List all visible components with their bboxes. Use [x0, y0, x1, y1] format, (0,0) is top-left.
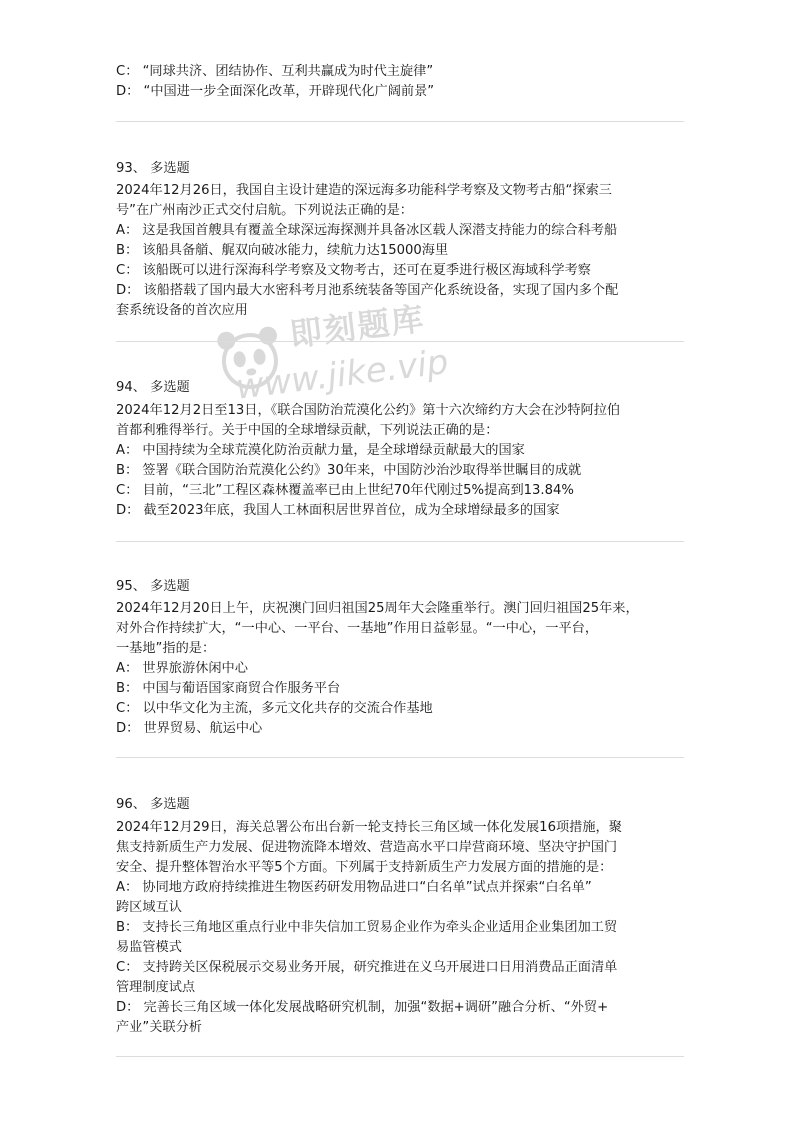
option-c: C： 目前，“三北”工程区森林覆盖率已由上世纪70年代刚过5%提高到13.84% — [116, 483, 574, 498]
option-c-continued: 管理制度试点 — [116, 980, 196, 995]
question-header: 93、 多选题 — [116, 161, 190, 176]
question-stem-line: 首都利雅得举行。关于中国的全球增绿贡献，下列说法正确的是： — [116, 423, 499, 438]
question-stem-line: 一基地”指的是： — [116, 641, 216, 656]
question-stem-line: 2024年12月2日至13日，《联合国防治荒漠化公约》第十六次缔约方大会在沙特阿拉伯 — [116, 403, 621, 418]
option-a-continued: 跨区域互认 — [116, 900, 182, 915]
question-stem-line: 2024年12月20日上午，庆祝澳门回归祖国25周年大会隆重举行。澳门回归祖国25年来， — [116, 601, 639, 616]
divider — [116, 757, 684, 758]
option-d-continued: 产业”关联分析 — [116, 1020, 202, 1035]
option-b: B： 签署《联合国防治荒漠化公约》30年来，中国防沙治沙取得举世瞩目的成就 — [116, 463, 582, 478]
divider — [116, 121, 684, 122]
question-stem-line: 焦支持新质生产力发展、促进物流降本增效、营造高水平口岸营商环境、坚决守护国门 — [116, 840, 618, 855]
question-stem-line: 2024年12月29日，海关总署公布出台新一轮支持长三角区域一体化发展16项措施，聚 — [116, 820, 622, 835]
question-header: 96、 多选题 — [116, 797, 190, 812]
option-a: A： 这是我国首艘具有覆盖全球深远海探测并具备冰区载人深潜支持能力的综合科考船 — [116, 223, 618, 238]
option-c: C： 该船既可以进行深海科学考察及文物考古，还可在夏季进行极区海域科学考察 — [116, 263, 591, 278]
option-d: D： 完善长三角区域一体化发展战略研究机制，加强“数据+调研”融合分析、“外贸+ — [116, 1000, 609, 1015]
option-b: B： 中国与葡语国家商贸合作服务平台 — [116, 681, 341, 696]
panda-logo-icon — [211, 320, 289, 398]
watermark-name: 即刻题库 — [287, 299, 428, 354]
option-d-continued: 套系统设备的首次应用 — [116, 303, 248, 318]
option-b-continued: 易监管模式 — [116, 940, 182, 955]
prev-option-d: D： “中国进一步全面深化改革，开辟现代化广阔前景” — [116, 84, 435, 99]
question-header: 95、 多选题 — [116, 579, 190, 594]
prev-option-c: C： “同球共济、团结协作、互利共赢成为时代主旋律” — [116, 64, 434, 79]
divider — [116, 541, 684, 542]
option-b: B： 支持长三角地区重点行业中非失信加工贸易企业作为牵头企业适用企业集团加工贸 — [116, 920, 618, 935]
option-a: A： 中国持续为全球荒漠化防治贡献力量，是全球增绿贡献最大的国家 — [116, 443, 525, 458]
option-b: B： 该船具备艏、艉双向破冰能力，续航力达15000海里 — [116, 243, 449, 258]
option-c: C： 以中华文化为主流，多元文化共存的交流合作基地 — [116, 701, 433, 716]
question-stem-line: 安全、提升整体智治水平等5个方面。下列属于支持新质生产力发展方面的措施的是： — [116, 860, 613, 875]
option-c: C： 支持跨关区保税展示交易业务开展，研究推进在义乌开展进口日用消费品正面清单 — [116, 960, 618, 975]
option-a: A： 世界旅游休闲中心 — [116, 661, 248, 676]
watermark-url: www.jike.vip — [233, 342, 451, 408]
divider — [116, 341, 684, 342]
option-d: D： 该船搭载了国内最大水密科考月池系统装备等国产化系统设备，实现了国内多个配 — [116, 283, 619, 298]
option-d: D： 世界贸易、航运中心 — [116, 721, 263, 736]
divider — [116, 1056, 684, 1057]
option-d: D： 截至2023年底，我国人工林面积居世界首位，成为全球增绿最多的国家 — [116, 503, 560, 518]
question-stem-line: 号”在广州南沙正式交付启航。下列说法正确的是： — [116, 203, 413, 218]
question-header: 94、 多选题 — [116, 380, 190, 395]
question-stem-line: 对外合作持续扩大，“一中心、一平台、一基地”作用日益彰显。“一中心，一平台， — [116, 621, 599, 636]
option-a: A： 协同地方政府持续推进生物医药研发用物品进口“白名单”试点并探索“白名单” — [116, 880, 592, 895]
question-stem-line: 2024年12月26日，我国自主设计建造的深远海多功能科学考察及文物考古船“探索三 — [116, 183, 612, 198]
